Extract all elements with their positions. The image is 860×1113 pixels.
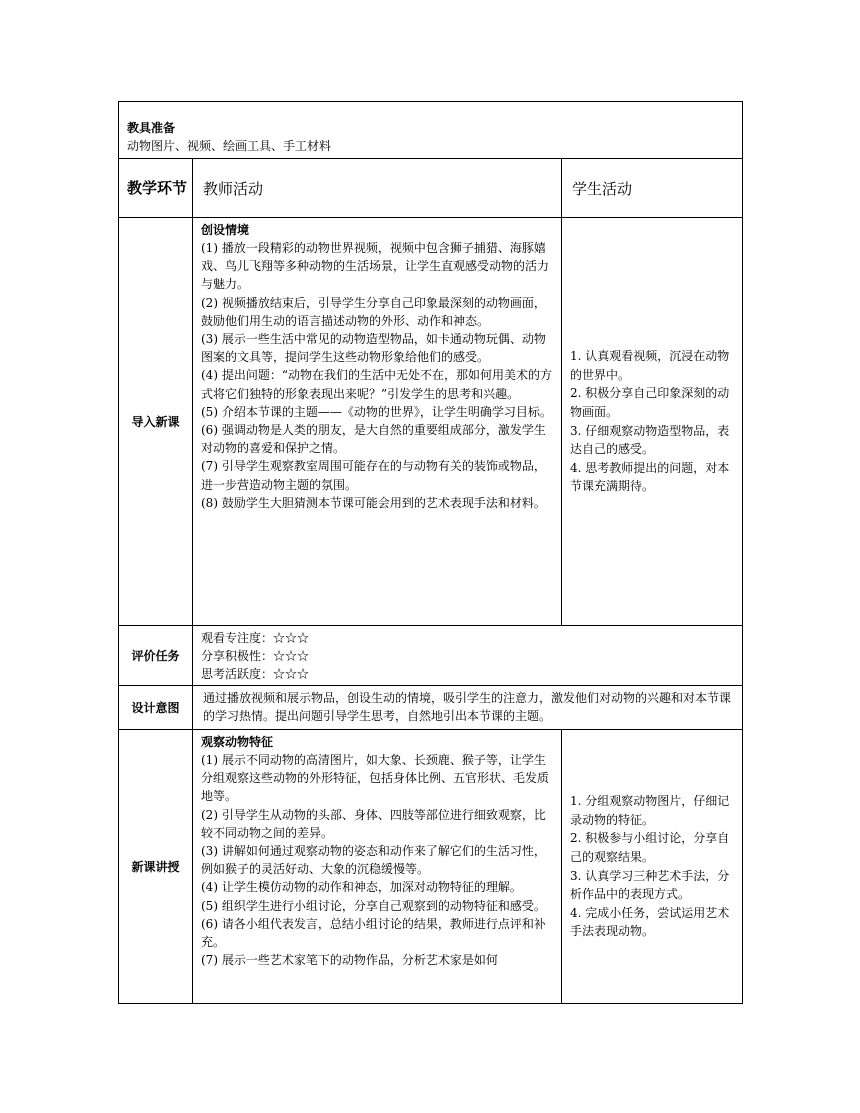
intro-student-item: 2. 积极分享自己印象深刻的动物画面。 [570, 386, 730, 419]
intro-teacher-cell [193, 218, 562, 626]
lesson-plan-page [118, 101, 742, 1004]
intro-teacher-item: (6) 强调动物是人类的朋友，是大自然的重要组成部分，激发学生对动物的喜爱和保护之情。 [201, 423, 546, 456]
lesson-teacher-item: (1) 展示不同动物的高清图片，如大象、长颈鹿、猴子等，让学生分组观察这些动物的外形特征，包括身体比例、五官形状、毛发质地等。 [201, 753, 550, 804]
design-stage: 设计意图 [119, 686, 193, 730]
evaluation-row [119, 626, 743, 686]
evaluation-item: 分享积极性：☆☆☆ [201, 649, 310, 663]
prep-text: 动物图片、视频、绘画工具、手工材料 [127, 139, 332, 153]
intro-teacher-item: (3) 展示一些生活中常见的动物造型物品，如卡通动物玩偶、动物图案的文具等，提问学生这些动物形象给他们的感受。 [201, 332, 546, 365]
lesson-student-item: 4. 完成小任务，尝试运用艺术手法表现动物。 [570, 905, 730, 939]
lesson-student-cell [562, 730, 743, 1004]
header-row [119, 159, 743, 218]
intro-student-item: 4. 思考教师提出的问题，对本节课充满期待。 [570, 460, 730, 494]
lesson-section-title: 观察动物特征 [201, 735, 274, 749]
prep-row [119, 102, 743, 159]
lesson-teacher-item: (7) 展示一些艺术家笔下的动物作品，分析艺术家是如何 [201, 953, 498, 968]
lesson-teacher-item: (2) 引导学生从动物的头部、身体、四肢等部位进行细致观察，比较不同动物之间的差异。 [201, 807, 546, 840]
lesson-student-item: 3. 认真学习三种艺术手法，分析作品中的表现方式。 [570, 868, 730, 902]
header-student: 学生活动 [562, 159, 743, 218]
prep-title: 教具准备 [127, 121, 176, 135]
lesson-plan-table [118, 101, 743, 1004]
evaluation-cell [193, 626, 743, 686]
lesson-teacher-item: (5) 组织学生进行小组讨论，分享自己观察到的动物特征和感受。 [201, 898, 546, 913]
lesson-student-item: 2. 积极参与小组讨论，分享自己的观察结果。 [570, 831, 730, 864]
intro-teacher-item: (8) 鼓励学生大胆猜测本节课可能会用到的艺术表现手法和材料。 [201, 495, 546, 510]
evaluation-stage: 评价任务 [119, 626, 193, 686]
header-stage: 教学环节 [119, 159, 193, 218]
intro-teacher-item: (4) 提出问题：“动物在我们的生活中无处不在，那如何用美术的方式将它们独特的形象表现出来呢？”引发学生的思考和兴趣。 [201, 368, 552, 401]
lesson-teacher-item: (4) 让学生模仿动物的动作和神态，加深对动物特征的理解。 [201, 880, 522, 895]
prep-cell [119, 102, 743, 159]
intro-teacher-item: (5) 介绍本节课的主题——《动物的世界》，让学生明确学习目标。 [201, 404, 552, 419]
intro-stage: 导入新课 [119, 218, 193, 626]
intro-teacher-item: (1) 播放一段精彩的动物世界视频，视频中包含狮子捕猎、海豚嬉戏、鸟儿飞翔等多种动物的生活场景，让学生直观感受动物的活力与魅力。 [201, 241, 550, 292]
lesson-teacher-item: (3) 讲解如何通过观察动物的姿态和动作来了解它们的生活习性，例如猴子的灵活好动、大象的沉稳缓慢等。 [201, 844, 546, 877]
intro-section-title: 创设情境 [201, 223, 250, 237]
design-text: 通过播放视频和展示物品，创设生动的情境，吸引学生的注意力，激发他们对动物的兴趣和对本节课的学习热情。提出问题引导学生思考，自然地引出本节课的主题。 [193, 686, 743, 730]
intro-student-item: 3. 仔细观察动物造型物品，表达自己的感受。 [570, 423, 730, 457]
evaluation-item: 思考活跃度：☆☆☆ [201, 667, 310, 681]
lesson-student-item: 1. 分组观察动物图片，仔细记录动物的特征。 [570, 794, 730, 827]
lesson-row [119, 730, 743, 1004]
lesson-teacher-item: (6) 请各小组代表发言，总结小组讨论的结果，教师进行点评和补充。 [201, 916, 546, 950]
intro-teacher-item: (2) 视频播放结束后，引导学生分享自己印象最深刻的动物画面，鼓励他们用生动的语言描述动物的外形、动作和神态。 [201, 295, 546, 328]
design-row [119, 686, 743, 730]
evaluation-item: 观看专注度：☆☆☆ [201, 631, 310, 645]
lesson-stage: 新课讲授 [119, 730, 193, 1004]
lesson-teacher-cell [193, 730, 562, 1004]
intro-student-cell [562, 218, 743, 626]
intro-row [119, 218, 743, 626]
header-teacher: 教师活动 [193, 159, 562, 218]
intro-student-item: 1. 认真观看视频，沉浸在动物的世界中。 [570, 349, 730, 382]
intro-teacher-item: (7) 引导学生观察教室周围可能存在的与动物有关的装饰或物品，进一步营造动物主题的氛围。 [201, 459, 546, 492]
